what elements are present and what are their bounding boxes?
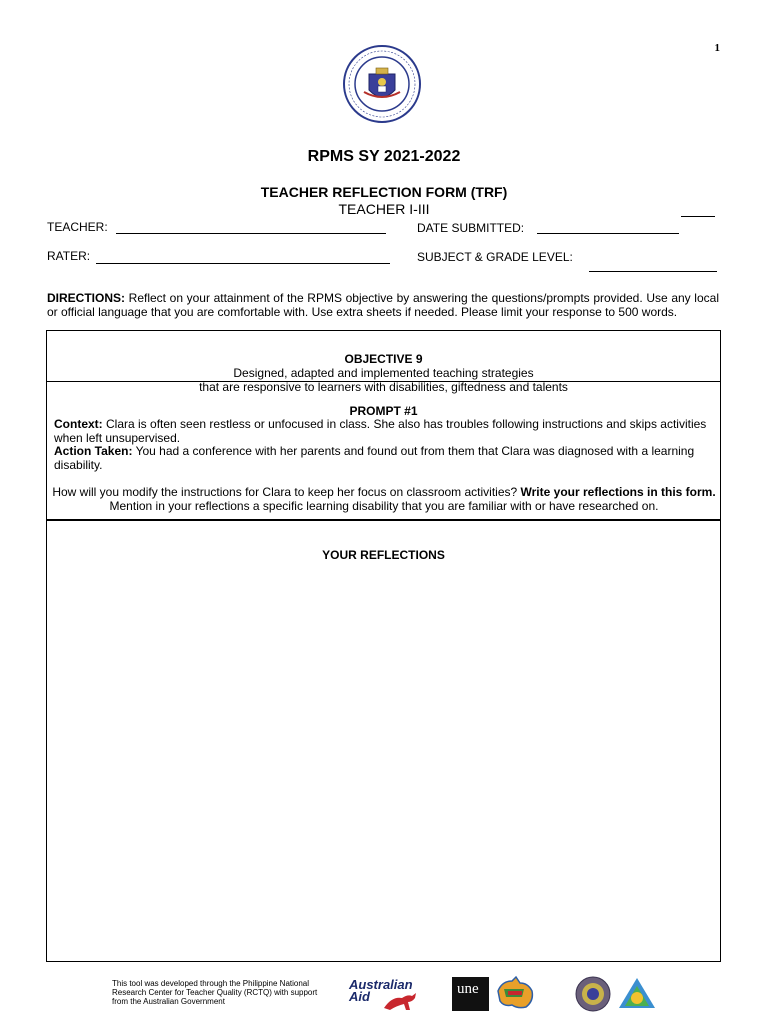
reflections-heading: YOUR REFLECTIONS (322, 548, 445, 562)
teacher-extra-line (681, 216, 715, 217)
date-submitted-field[interactable] (537, 233, 679, 234)
context-text: Clara is often seen restless or unfocused in class. She also has troubles following instructions and skips activities when left unsupervised. (54, 417, 707, 445)
objective-line-2: that are responsive to learners with disabilities, giftedness and talents (199, 380, 568, 394)
une-logo (452, 977, 489, 1011)
prompt-question (50, 486, 718, 524)
australian-aid-line-2: Aid (349, 989, 370, 1004)
reflections-box[interactable] (46, 520, 721, 962)
objective-box (46, 330, 721, 382)
question-tail: Mention in your reflections a specific learning disability that you are familiar with or have researched on. (109, 498, 659, 513)
subject-grade-label: SUBJECT & GRADE LEVEL: (417, 250, 573, 264)
deped-seal-logo (342, 44, 422, 124)
australia-map-logo (494, 975, 536, 1013)
footer-note: This tool was developed through the Philippine National Research Center for Teacher Quality (RCTQ) with support from the Australian Government (112, 979, 318, 1006)
rater-label: RATER: (47, 249, 91, 263)
directions-paragraph (47, 291, 719, 329)
form-subtitle: TEACHER I-III (338, 201, 430, 217)
action-taken-text: You had a conference with her parents and found out from them that Clara was diagnosed with a learning disability. (54, 444, 695, 472)
une-logo-text: une (457, 981, 479, 997)
rater-field[interactable] (96, 263, 390, 264)
context-label: Context: (54, 417, 103, 431)
objective-heading: OBJECTIVE 9 (344, 352, 423, 366)
directions-text: Reflect on your attainment of the RPMS objective by answering the questions/prompts provided. Use any local or official language that you are comfortable with. Use extra sheets if needed. Please limit your response to 500 words. (47, 291, 719, 319)
action-taken-label: Action Taken: (54, 444, 133, 458)
prompt-action-taken (54, 445, 714, 472)
prompt-context (54, 418, 709, 445)
subject-grade-field[interactable] (589, 271, 717, 272)
date-submitted-label: DATE SUBMITTED: (417, 221, 525, 235)
prompt-heading: PROMPT #1 (349, 404, 418, 418)
question-bold: Write your reflections in this form. (520, 486, 716, 499)
rctq-triangle-logo (617, 976, 657, 1012)
question-text: How will you modify the instructions for Clara to keep her focus on classroom activities? (52, 486, 521, 499)
directions-label: DIRECTIONS: (47, 291, 125, 305)
kangaroo-icon (382, 990, 420, 1012)
form-title: TEACHER REFLECTION FORM (TRF) (260, 184, 508, 200)
teacher-label: TEACHER: (47, 220, 108, 234)
page-number: 1 (714, 42, 720, 54)
objective-line-1: Designed, adapted and implemented teaching strategies (233, 366, 534, 380)
australian-aid-line-1: Australian (349, 977, 413, 992)
deped-seal-small-logo (574, 976, 612, 1012)
document-title: RPMS SY 2021-2022 (307, 148, 461, 165)
teacher-field[interactable] (116, 233, 386, 234)
